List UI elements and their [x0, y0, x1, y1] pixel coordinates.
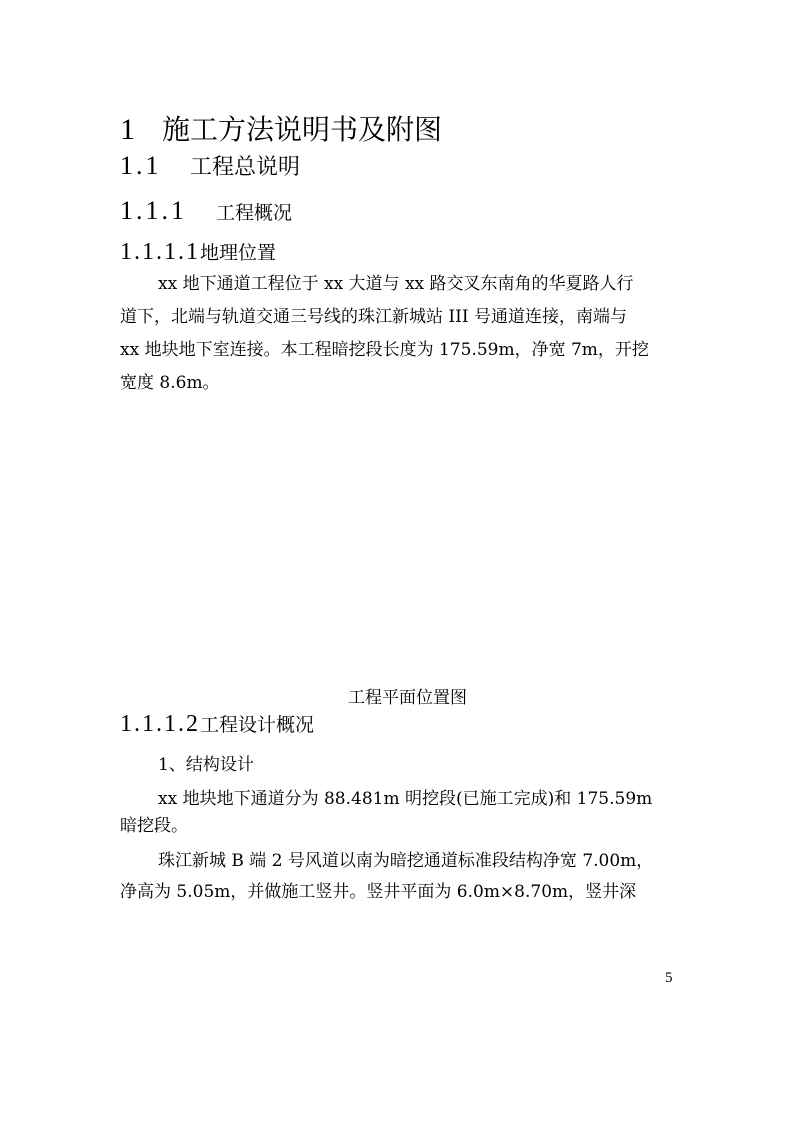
heading-2-title: 工程总说明	[190, 155, 301, 180]
location-line: 道下，北端与轨道交通三号线的珠江新城站 III 号通道连接，南端与	[120, 307, 627, 327]
heading-design-title: 工程设计概况	[200, 714, 315, 736]
heading-location-number: 1.1.1.1	[120, 239, 200, 265]
page-number: 5	[665, 970, 673, 986]
heading-3	[120, 196, 292, 226]
location-line: xx 地块地下室连接。本工程暗挖段长度为 175.59m，净宽 7m，开挖	[120, 340, 649, 360]
heading-location-title: 地理位置	[200, 242, 277, 264]
structure-subheading: 1、结构设计	[158, 755, 254, 775]
location-paragraph	[120, 268, 649, 400]
design-para2-line: 珠江新城 B 端 2 号风道以南为暗挖通道标准段结构净宽 7.00m，	[158, 851, 654, 871]
heading-location	[120, 238, 276, 266]
heading-2	[120, 150, 300, 181]
heading-design	[120, 710, 314, 738]
location-line: 宽度 8.6m。	[120, 373, 220, 393]
heading-3-title: 工程概况	[216, 202, 293, 224]
design-para1-line: 暗挖段。	[120, 816, 188, 836]
heading-1-title: 施工方法说明书及附图	[162, 113, 443, 146]
location-line: xx 地下通道工程位于 xx 大道与 xx 路交叉东南角的华夏路人行	[158, 274, 634, 294]
figure-caption: 工程平面位置图	[348, 688, 467, 708]
design-paragraph-2	[120, 846, 653, 908]
heading-design-number: 1.1.1.2	[120, 711, 200, 737]
heading-1-number: 1	[120, 113, 135, 146]
design-paragraph-1	[120, 786, 652, 840]
heading-2-number: 1.1	[120, 151, 162, 180]
design-para1-line: xx 地块地下通道分为 88.481m 明挖段(已施工完成)和 175.59m	[158, 789, 653, 809]
heading-3-number: 1.1.1	[120, 196, 187, 225]
heading-1	[120, 108, 442, 148]
design-para2-line: 净高为 5.05m，并做施工竖井。竖井平面为 6.0m×8.70m，竖井深	[120, 882, 637, 902]
